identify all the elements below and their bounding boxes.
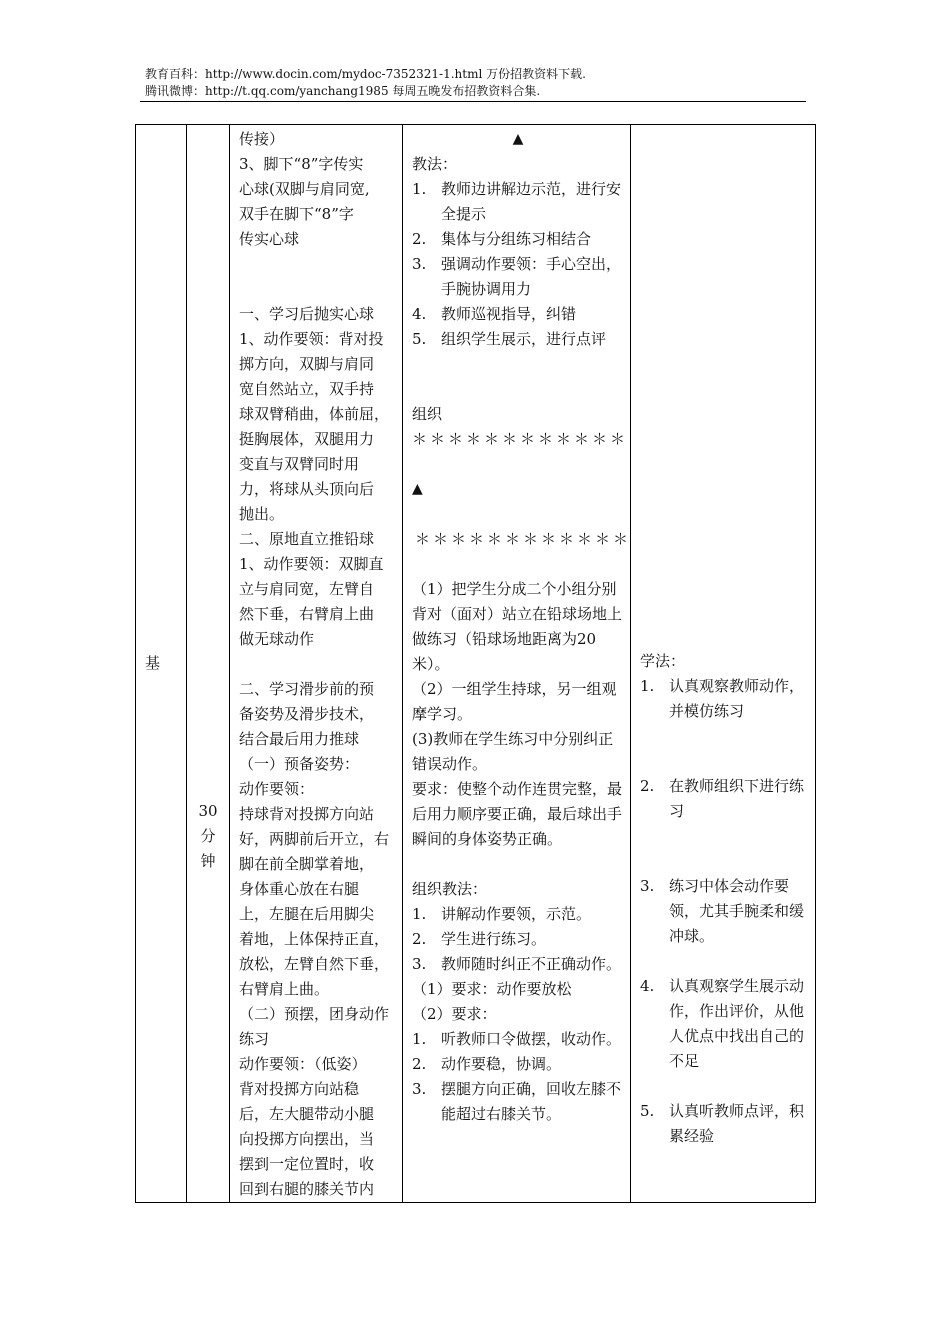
content-line	[239, 277, 394, 302]
teach-list	[412, 177, 624, 352]
content-line: 右臂肩上曲。	[239, 980, 330, 998]
content-line: 摆到一定位置时，收	[239, 1155, 375, 1173]
content-line: 然下垂，右臂肩上曲	[239, 605, 375, 623]
content-line: 抛出。	[239, 505, 285, 523]
content-line: 传实心球	[239, 230, 300, 248]
list-item: 2. 集体与分组练习相结合	[412, 230, 592, 248]
list-item: 2. 学生进行练习。	[412, 930, 547, 948]
content-line: 着地，上体保持正直，	[239, 930, 390, 948]
list-item: 1. 讲解动作要领，示范。	[412, 905, 592, 923]
content-line: 一、学习后抛实心球	[239, 305, 375, 323]
content-line: 上，左腿在后用脚尖	[239, 905, 375, 923]
requirement-1: （1）要求：动作要放松	[412, 980, 572, 998]
content-line: 向投掷方向摆出，当	[239, 1130, 375, 1148]
content-line: 做无球动作	[239, 630, 315, 648]
list-item: 4. 认真观察学生展示动作，作出评价，从他人优点中找出自己的不足	[640, 977, 805, 1070]
method-paragraph-1: （1）把学生分成二个小组分别背对（面对）站立在铅球场地上做练习（铅球场地距离为20米）。	[412, 580, 623, 673]
content-line: 1、动作要领：双脚直	[239, 555, 384, 573]
list-item: 3. 练习中体会动作要领，尤其手腕柔和缓冲球。	[640, 877, 805, 945]
content-line	[239, 252, 394, 277]
content-line: 放松，左臂自然下垂，	[239, 955, 390, 973]
header-line-1: 教育百科：http://www.docin.com/mydoc-7352321-1.html 万份招教资料下载.	[145, 67, 586, 81]
list-item: 4. 教师巡视指导，纠错	[412, 305, 577, 323]
content-text	[230, 125, 402, 1202]
list-item: 1. 认真观察教师动作，并模仿练习	[640, 677, 805, 720]
learning-method-text	[631, 649, 815, 1149]
content-line: 脚在前全脚掌着地，	[239, 855, 375, 873]
content-line: 双手在脚下“8”字	[239, 205, 354, 223]
document-header	[145, 66, 586, 100]
list-item: 1. 教师边讲解边示范，进行安全提示	[412, 180, 622, 223]
content-line: 持球背对投掷方向站	[239, 805, 375, 823]
method-paragraph-2: （2）一组学生持球，另一组观摩学习。	[412, 680, 617, 723]
content-line: 好，两脚前后开立，右	[239, 830, 390, 848]
header-rule	[140, 101, 806, 102]
content-line: 传接）	[239, 130, 285, 148]
content-line: 身体重心放在右腿	[239, 880, 360, 898]
list-item: 5. 组织学生展示，进行点评	[412, 330, 607, 348]
content-line: 动作要领：	[239, 780, 315, 798]
content-line: 立与肩同宽，左臂自	[239, 580, 375, 598]
content-line	[239, 652, 394, 677]
formation-stars-row-1: ＊＊＊＊＊＊＊＊＊＊＊＊	[412, 430, 629, 448]
content-line: 背对投掷方向站稳	[239, 1080, 360, 1098]
content-line: 回到右腿的膝关节内	[239, 1180, 375, 1198]
content-line: 二、原地直立推铅球	[239, 530, 375, 548]
list-item: 3. 强调动作要领：手心空出，手腕协调用力	[412, 255, 622, 298]
list-item: 1. 听教师口令做摆，收动作。	[412, 1030, 622, 1048]
content-line: 后，左大腿带动小腿	[239, 1105, 375, 1123]
method-paragraph-3: (3)教师在学生练习中分别纠正错误动作。	[412, 730, 614, 773]
list-item: 3. 教师随时纠正不正确动作。	[412, 955, 622, 973]
content-line: 变直与双臂同时用	[239, 455, 360, 473]
time-cell	[187, 125, 230, 1203]
requirement-2: （2）要求：	[412, 1005, 497, 1023]
content-line: 球双臂稍曲，体前屈，	[239, 405, 390, 423]
learning-method-label: 学法：	[640, 652, 686, 670]
content-line: 挺胸展体，双腿用力	[239, 430, 375, 448]
list-item: 2. 动作要稳，协调。	[412, 1055, 562, 1073]
header-line-2: 腾讯微博：http://t.qq.com/yanchang1985 每周五晚发布招教资料合集.	[145, 84, 541, 98]
org-teach-list	[412, 902, 624, 977]
triangle-marker-mid: ▲	[412, 481, 423, 497]
method-cell	[403, 125, 631, 1203]
table-row	[136, 125, 816, 1203]
content-line: （一）预备姿势：	[239, 755, 360, 773]
list-item: 2. 在教师组织下进行练习	[640, 777, 805, 820]
list-item: 3. 摆腿方向正确，回收左膝不能超过右膝关节。	[412, 1080, 622, 1123]
content-line: 二、学习滑步前的预	[239, 680, 375, 698]
method-text	[403, 125, 630, 1127]
organization-label: 组织	[412, 405, 443, 423]
section-label: 基	[145, 654, 161, 672]
teach-label: 教法：	[412, 155, 458, 173]
formation-stars-row-2: ＊＊＊＊＊＊＊＊＊＊＊＊	[415, 530, 632, 548]
list-item: 5. 认真听教师点评，积累经验	[640, 1102, 805, 1145]
org-teach-label: 组织教法：	[412, 880, 488, 898]
content-line: （二）预摆，团身动作	[239, 1005, 390, 1023]
section-cell	[136, 125, 187, 1203]
content-line: 力，将球从头顶向后	[239, 480, 375, 498]
requirement-list	[412, 1027, 624, 1127]
content-line: 结合最后用力推球	[239, 730, 360, 748]
content-line: 动作要领：（低姿）	[239, 1055, 367, 1073]
lesson-plan-table	[135, 124, 816, 1203]
content-line: 练习	[239, 1030, 270, 1048]
content-line: 心球(双脚与肩同宽,	[239, 180, 370, 198]
method-requirement: 要求：使整个动作连贯完整，最后用力顺序要正确，最后球出手瞬间的身体姿势正确。	[412, 780, 623, 848]
content-cell	[230, 125, 403, 1203]
content-line: 宽自然站立，双手持	[239, 380, 375, 398]
time-label: 30 分 钟	[198, 802, 218, 870]
content-line: 掷方向，双脚与肩同	[239, 355, 375, 373]
learning-method-cell	[631, 125, 816, 1203]
content-line: 3、脚下“8”字传实	[239, 155, 364, 173]
triangle-marker-top: ▲	[512, 131, 524, 147]
content-line: 1、动作要领：背对投	[239, 330, 384, 348]
content-line: 备姿势及滑步技术，	[239, 705, 375, 723]
